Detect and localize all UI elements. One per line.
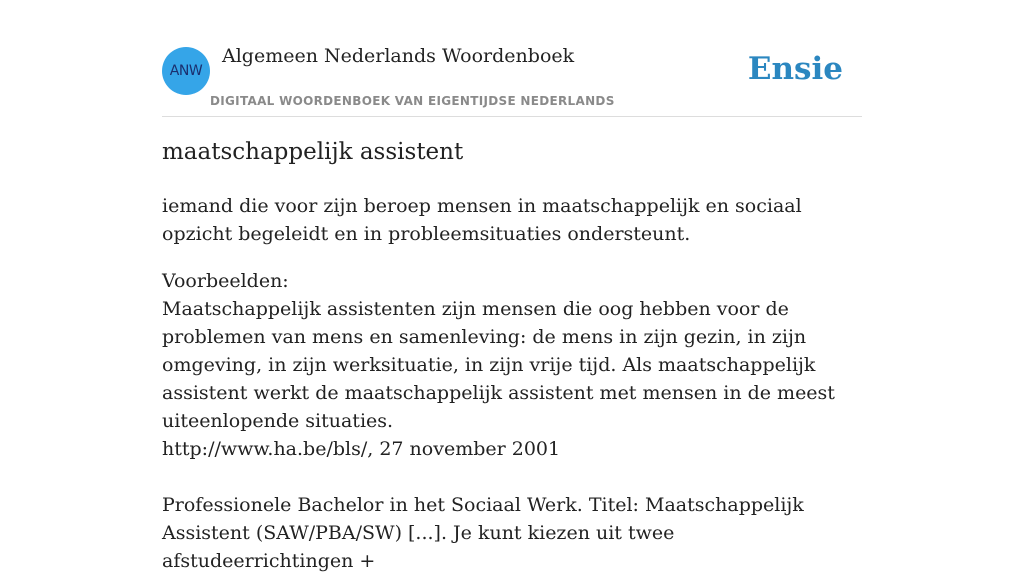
example-text: Professionele Bachelor in het Sociaal Werk. Titel: Maatschappelijk Assistent (SAW/PBA/SW) [...]. Je kunt kiezen uit twee afstudeerrichtingen + [162,494,804,572]
content-container [162,0,862,572]
examples-label: Voorbeelden: [162,270,289,292]
anw-logo[interactable] [162,47,210,95]
site-header [162,0,862,117]
examples-section [162,267,862,575]
dictionary-subtitle: DIGITAAL WOORDENBOEK VAN EIGENTIJDSE NEDERLANDS [210,94,615,108]
example-text: Maatschappelijk assistenten zijn mensen die oog hebben voor de problemen van mens en samenleving: de mens in zijn gezin, in zijn omgeving, in zijn werksituatie, in zijn vrije tijd. Als maatschappelijk assistent werkt de maatschappelijk assistent met mensen in de meest uiteenlopende situaties. [162,298,835,432]
entry-definition: iemand die voor zijn beroep mensen in maatschappelijk en sociaal opzicht begeleidt en in probleemsituaties ondersteunt. [162,195,802,245]
logo-text: ANW [169,63,203,79]
dictionary-title[interactable]: Algemeen Nederlands Woordenboek [222,45,575,67]
entry-headword: maatschappelijk assistent [162,139,464,165]
ensie-logo[interactable]: Ensie [747,51,843,87]
example-source: http://www.ha.be/bls/, 27 november 2001 [162,438,561,460]
example-spacer [162,463,862,491]
